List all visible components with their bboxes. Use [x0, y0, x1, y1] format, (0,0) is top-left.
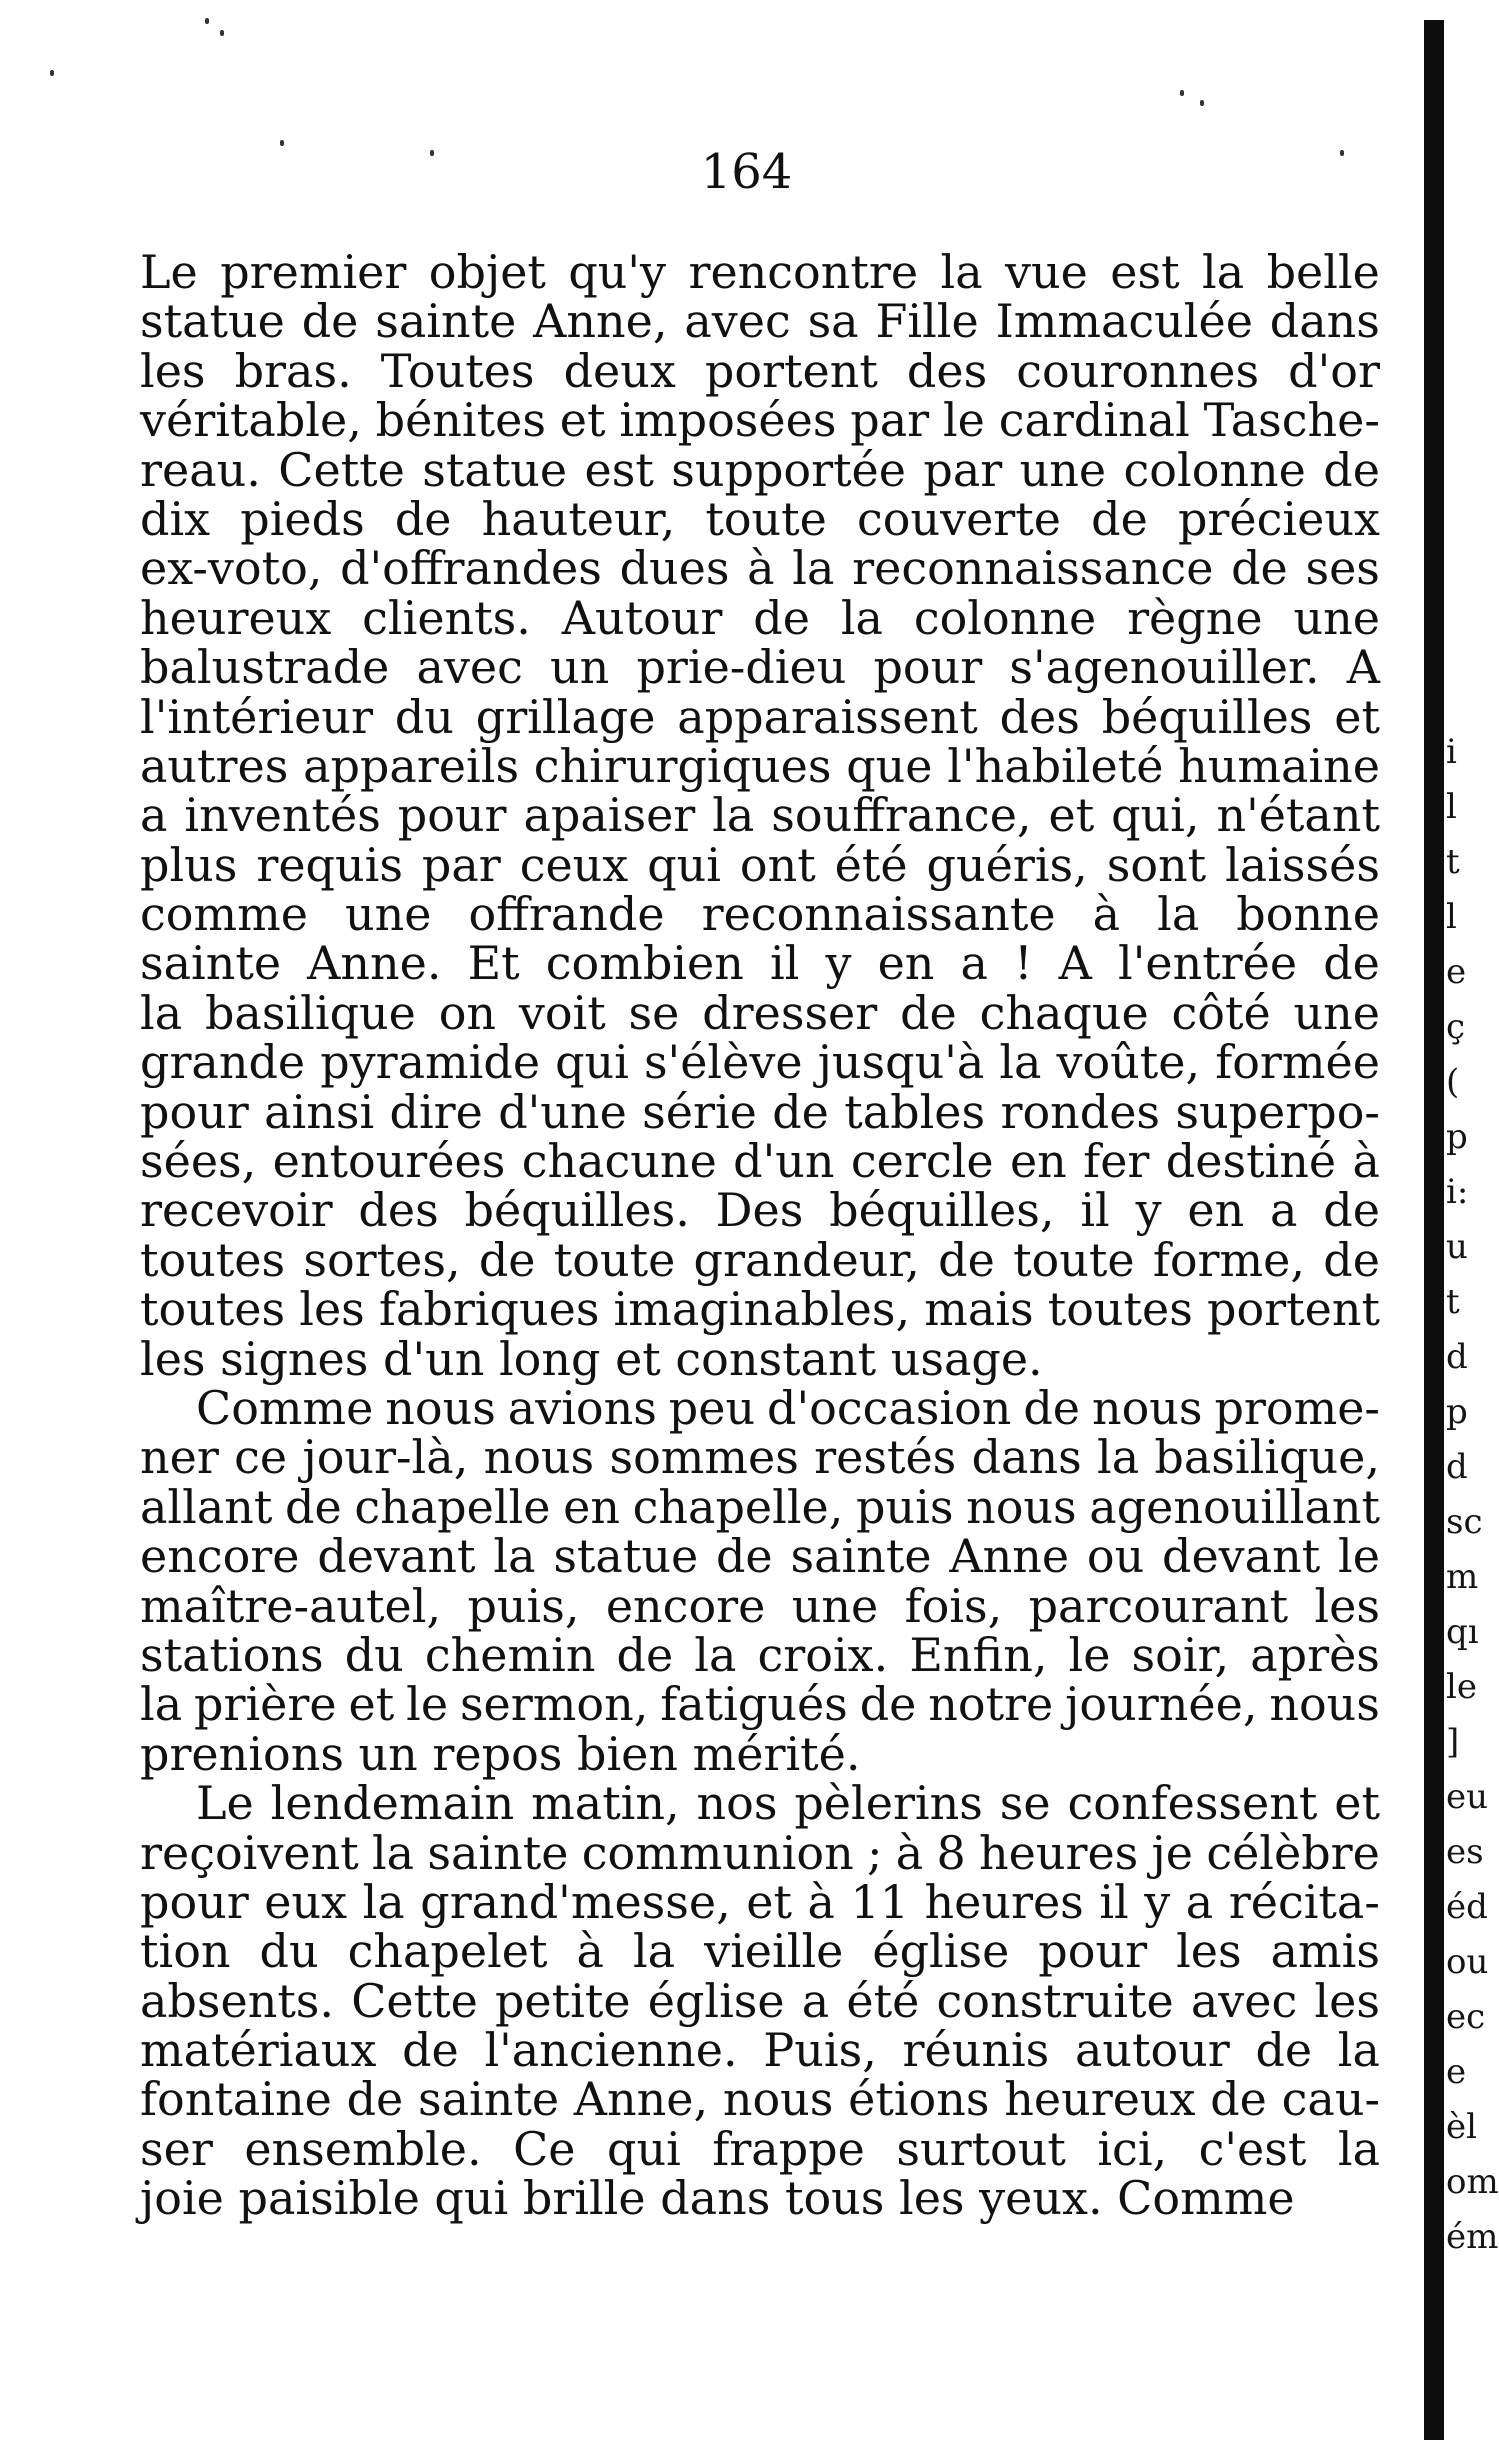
text-line: la prière et le sermon, fatigués de notre journée, nous — [140, 1677, 1380, 1732]
text-line: les signes d'un long et constant usage. — [140, 1331, 1043, 1386]
margin-fragment: i: — [1446, 1172, 1469, 1212]
scan-speck — [1180, 90, 1184, 96]
text-line: dix pieds de hauteur, toute couverte de précieux — [140, 491, 1380, 546]
text-line: grande pyramide qui s'élève jusqu'à la voûte, formée — [140, 1035, 1380, 1090]
text-line: absents. Cette petite église a été construite avec les — [140, 1973, 1380, 2028]
margin-fragment: m — [1446, 1557, 1479, 1597]
text-line: véritable, bénites et imposées par le cardinal Tasche- — [140, 393, 1380, 448]
margin-fragment: èl — [1446, 2107, 1477, 2147]
paragraph — [140, 1380, 1380, 1781]
text-line: toutes sortes, de toute grandeur, de toute forme, de — [140, 1232, 1380, 1287]
text-line: Comme nous avions peu d'occasion de nous prome- — [196, 1380, 1380, 1435]
text-line: comme une offrande reconnaissante à la bonne — [140, 887, 1380, 942]
margin-fragment: p — [1446, 1117, 1468, 1157]
text-line: sainte Anne. Et combien il y en a ! A l'entrée de — [140, 936, 1380, 991]
text-line: reau. Cette statue est supportée par une colonne de — [140, 442, 1380, 497]
text-line: pour ainsi dire d'une série de tables rondes superpo- — [140, 1084, 1380, 1139]
margin-fragment: e — [1446, 2052, 1467, 2092]
margin-fragment: t — [1446, 842, 1460, 882]
binding-shadow — [1424, 20, 1444, 2440]
page-number: 164 — [700, 144, 793, 200]
text-line: fontaine de sainte Anne, nous étions heureux de cau- — [140, 2072, 1380, 2127]
scan-speck — [280, 140, 284, 146]
text-line: matériaux de l'ancienne. Puis, réunis autour de la — [140, 2023, 1380, 2078]
margin-fragment: eu — [1446, 1777, 1489, 1817]
text-line: statue de sainte Anne, avec sa Fille Immaculée dans — [140, 294, 1380, 349]
text-line: balustrade avec un prie-dieu pour s'agenouiller. A — [140, 640, 1380, 695]
paragraph — [140, 1776, 1380, 2226]
margin-fragment: qı — [1446, 1612, 1479, 1652]
text-line: ex-voto, d'offrandes dues à la reconnaissance de ses — [140, 541, 1380, 596]
facing-page-edge — [1400, 0, 1499, 2459]
text-line: joie paisible qui brille dans tous les yeux. Comme — [140, 2171, 1295, 2226]
scan-speck — [1340, 150, 1344, 156]
text-line: Le lendemain matin, nos pèlerins se confessent et — [196, 1776, 1380, 1831]
margin-fragment: d — [1446, 1337, 1468, 1377]
margin-fragment: ém — [1446, 2217, 1499, 2257]
margin-fragment: ( — [1446, 1062, 1460, 1102]
text-line: reçoivent la sainte communion ; à 8 heures je célèbre — [140, 1825, 1380, 1880]
text-line: heureux clients. Autour de la colonne règne une — [140, 590, 1380, 645]
scan-speck — [205, 18, 209, 24]
text-line: l'intérieur du grillage apparaissent des béquilles et — [140, 689, 1380, 744]
margin-fragment: i — [1446, 732, 1457, 772]
text-line: tion du chapelet à la vieille église pour les amis — [140, 1924, 1380, 1979]
text-line: allant de chapelle en chapelle, puis nous agenouillant — [140, 1479, 1380, 1534]
text-line: recevoir des béquilles. Des béquilles, il y en a de — [140, 1183, 1380, 1238]
text-line: autres appareils chirurgiques que l'habileté humaine — [140, 738, 1380, 793]
text-line: la basilique on voit se dresser de chaque côté une — [140, 985, 1380, 1040]
margin-fragment: t — [1446, 1282, 1460, 1322]
text-line: stations du chemin de la croix. Enfin, le soir, après — [140, 1627, 1380, 1682]
margin-fragment: u — [1446, 1227, 1468, 1267]
margin-fragment: sc — [1446, 1502, 1483, 1542]
text-line: encore devant la statue de sainte Anne ou devant le — [140, 1529, 1380, 1584]
text-line: prenions un repos bien mérité. — [140, 1726, 861, 1781]
scan-speck — [50, 70, 54, 76]
margin-fragment: ] — [1446, 1722, 1460, 1762]
text-line: ser ensemble. Ce qui frappe surtout ici, c'est la — [140, 2121, 1380, 2176]
text-line: Le premier objet qu'y rencontre la vue est la belle — [140, 245, 1380, 299]
scan-speck — [1200, 100, 1204, 106]
text-line: sées, entourées chacune d'un cercle en fer destiné à — [140, 1134, 1380, 1189]
text-line: a inventés pour apaiser la souffrance, et qui, n'étant — [140, 788, 1380, 843]
paragraph — [140, 245, 1380, 1386]
margin-fragment: ec — [1446, 1997, 1486, 2037]
margin-fragment: l — [1446, 787, 1457, 827]
margin-fragment: ou — [1446, 1942, 1489, 1982]
scan-speck — [430, 150, 434, 156]
margin-fragment: e — [1446, 952, 1467, 992]
margin-fragment: le — [1446, 1667, 1477, 1707]
scan-speck — [220, 30, 224, 36]
text-line: pour eux la grand'messe, et à 11 heures il y a récita- — [140, 1874, 1380, 1929]
text-line: maître-autel, puis, encore une fois, parcourant les — [140, 1578, 1380, 1633]
text-line: toutes les fabriques imaginables, mais toutes portent — [140, 1282, 1380, 1337]
text-line: les bras. Toutes deux portent des couronnes d'or — [140, 343, 1380, 398]
text-line: plus requis par ceux qui ont été guéris, sont laissés — [140, 837, 1380, 892]
margin-fragment: ç — [1446, 1007, 1466, 1047]
margin-fragment: éd — [1446, 1887, 1488, 1927]
margin-fragment: p — [1446, 1392, 1468, 1432]
text-line: ner ce jour-là, nous sommes restés dans la basilique, — [140, 1430, 1380, 1485]
margin-fragment: l — [1446, 897, 1457, 937]
margin-fragment: es — [1446, 1832, 1484, 1872]
margin-fragment: om — [1446, 2162, 1499, 2202]
margin-fragment: d — [1446, 1447, 1468, 1487]
body-text — [140, 245, 1380, 2226]
